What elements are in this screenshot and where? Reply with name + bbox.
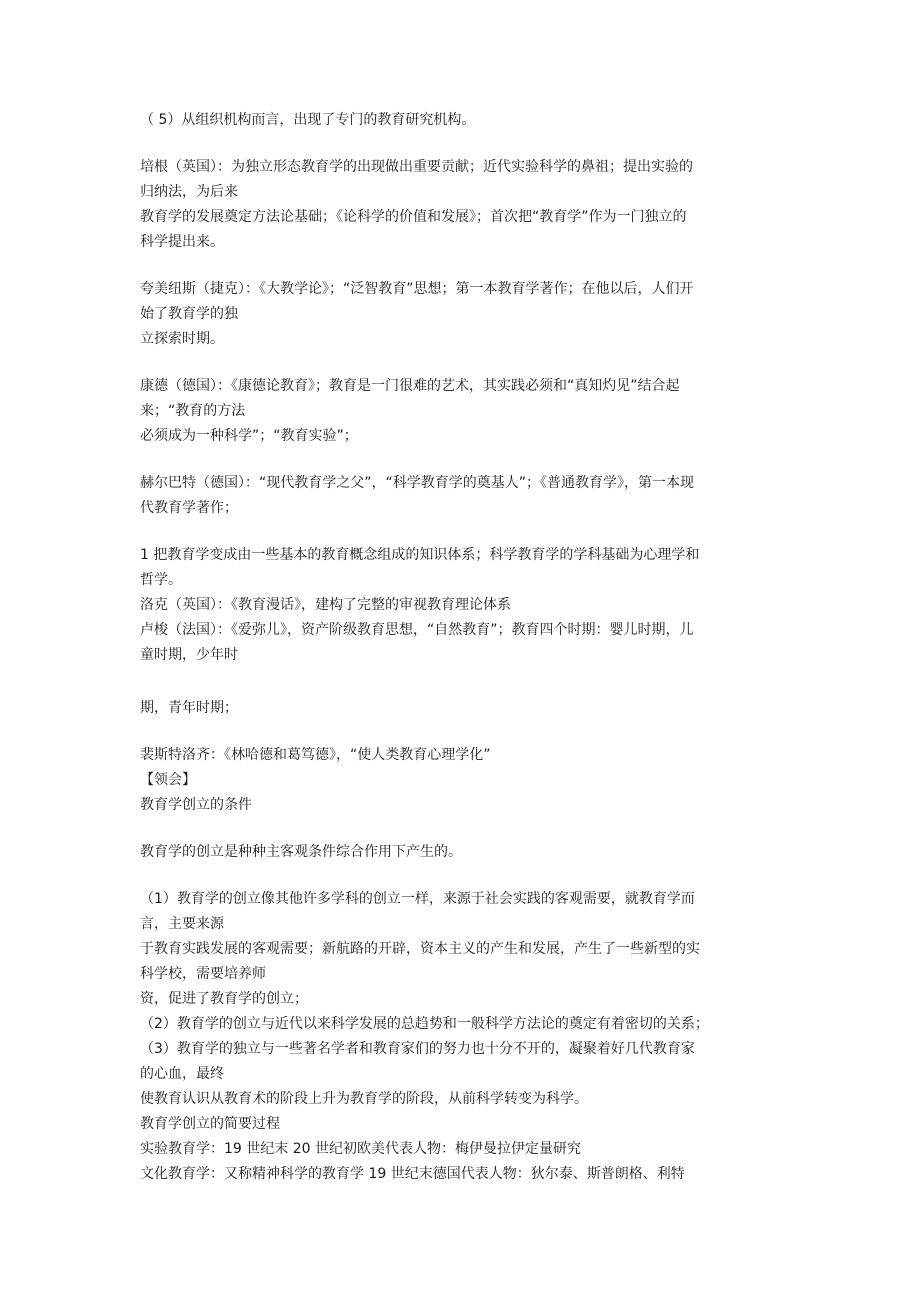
text-line: 裴斯特洛齐：《林哈德和葛笃德》，“使人类教育心理学化” [140,747,491,763]
text-line: （3）教育学的独立与一些著名学者和教育家们的努力也十分不开的，凝聚着好几代教育家 [140,1041,695,1057]
text-line: （2）教育学的创立与近代以来科学发展的总趋势和一般科学方法论的奠定有着密切的关系； [140,1016,709,1032]
text-line: 文化教育学：又称精神科学的教育学 19 世纪末德国代表人物：狄尔泰、斯普朗格、利特 [140,1166,685,1182]
text-line: 教育学的创立是种种主客观条件综合作用下产生的。 [140,844,462,860]
text-line: 立探索时期。 [140,331,224,347]
document-body [140,108,790,1187]
text-line: 归纳法，为后来 [140,184,238,200]
text-line: 哲学。 [140,572,182,588]
text-line: 教育学的发展奠定方法论基础；《论科学的价值和发展》；首次把“教育学”作为一门独立的 [140,209,687,225]
text-line: 赫尔巴特（德国）：“现代教育学之父”，“科学教育学的奠基人”；《普通教育学》，第一本现 [140,475,695,491]
text-line: 康德（德国）：《康德论教育》；教育是一门很难的艺术，其实践必须和“真知灼见”结合起 [140,378,680,394]
text-line: 期，青年时期； [140,700,238,716]
text-line: 于教育实践发展的客观需要；新航路的开辟，资本主义的产生和发展，产生了一些新型的实 [140,941,700,957]
text-line: （1）教育学的创立像其他许多学科的创立一样，来源于社会实践的客观需要，就教育学而 [140,891,695,907]
text-line: 始了教育学的独 [140,306,238,322]
text-line: （ 5）从组织机构而言，出现了专门的教育研究机构。 [140,112,476,128]
text-line: 代教育学著作； [140,500,238,516]
section-heading: 【领会】 [140,772,196,788]
text-line: 1 把教育学变成由一些基本的教育概念组成的知识体系；科学教育学的学科基础为心理学和 [140,547,700,563]
text-line: 洛克（英国）：《教育漫话》，建构了完整的审视教育理论体系 [140,597,511,613]
text-line: 使教育认识从教育术的阶段上升为教育学的阶段，从前科学转变为科学。 [140,1091,588,1107]
text-line: 童时期，少年时 [140,647,238,663]
subheading: 教育学创立的简要过程 [140,1116,280,1132]
text-line: 科学校，需要培养师 [140,966,266,982]
text-line: 卢梭（法国）：《爱弥儿》，资产阶级教育思想，“自然教育”；教育四个时期：婴儿时期，儿 [140,622,694,638]
text-line: 言，主要来源 [140,916,224,932]
text-line: 资，促进了教育学的创立； [140,991,308,1007]
text-line: 培根（英国）：为独立形态教育学的出现做出重要贡献；近代实验科学的鼻祖；提出实验的 [140,159,693,175]
text-line: 夸美纽斯（捷克）：《大教学论》；“泛智教育”思想；第一本教育学著作；在他以后，人们开 [140,281,694,297]
subheading: 教育学创立的条件 [140,797,252,813]
text-line: 的心血，最终 [140,1066,224,1082]
text-line: 来；“教育的方法 [140,403,246,419]
text-line: 必须成为一种科学”；“教育实验”； [140,428,358,444]
text-line: 科学提出来。 [140,234,224,250]
text-line: 实验教育学：19 世纪末 20 世纪初欧美代表人物：梅伊曼拉伊定量研究 [140,1141,581,1157]
